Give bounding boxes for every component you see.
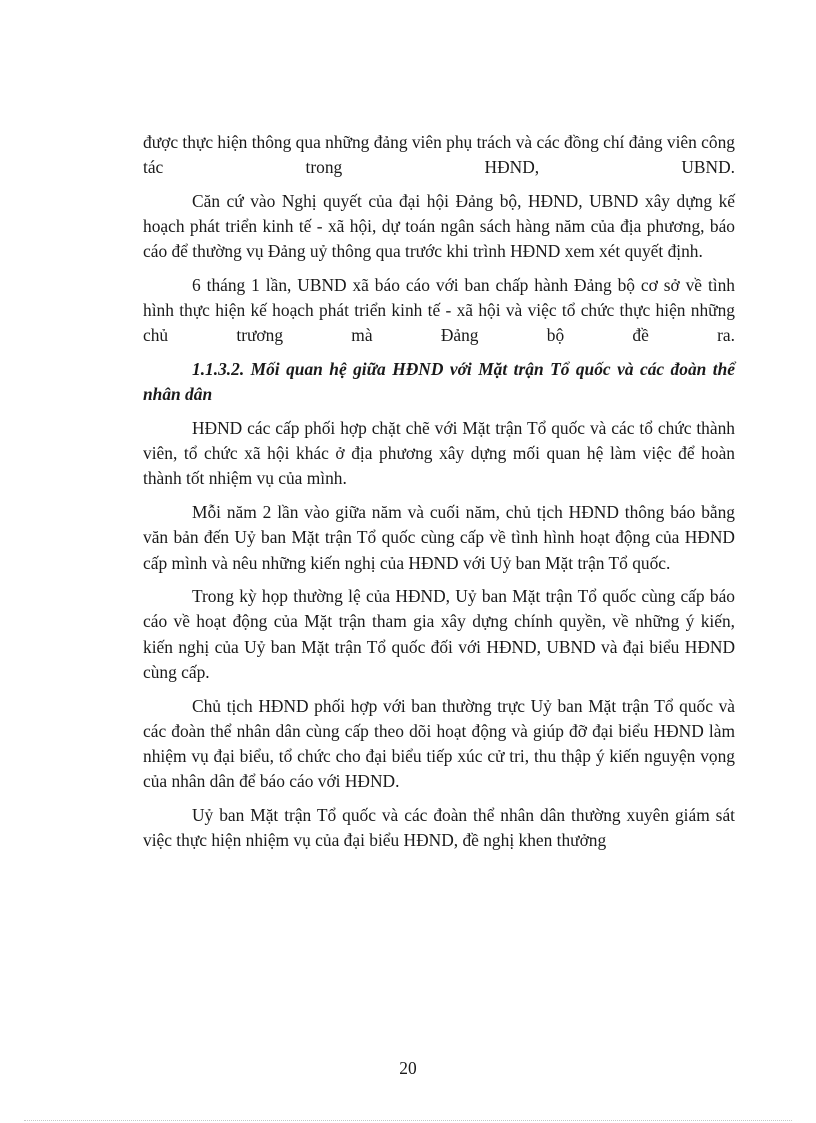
paragraph-planning: Căn cứ vào Nghị quyết của đại hội Đảng bộ, HĐND, UBND xây dựng kế hoạch phát triển kinh tế - xã hội, dự toán ngân sách hàng năm của địa phương, báo cáo để thường vụ Đảng uỷ thông qua trước khi trình HĐND xem xét quyết định. <box>143 190 735 262</box>
paragraph-semiannual-notice: Mỗi năm 2 lần vào giữa năm và cuối năm, chủ tịch HĐND thông báo bằng văn bản đến Uỷ ban Mặt trận Tổ quốc cùng cấp về tình hình hoạt động của HĐND cấp mình và nêu những kiến nghị của HĐND với Uỷ ban Mặt trận Tổ quốc. <box>143 502 735 573</box>
page-bottom-divider <box>24 1120 792 1121</box>
paragraph-supervision: Uỷ ban Mặt trận Tổ quốc và các đoàn thể nhân dân thường xuyên giám sát việc thực hiện nhiệm vụ của đại biểu HĐND, đề nghị khen thưởng <box>143 804 735 851</box>
paragraph-regular-session: Trong kỳ họp thường lệ của HĐND, Uỷ ban Mặt trận Tổ quốc cùng cấp báo cáo về hoạt động của Mặt trận tham gia xây dựng chính quyền, về những ý kiến, kiến nghị của Uỷ ban Mặt trận Tổ quốc đối với HĐND, UBND và đại biểu HĐND cùng cấp. <box>143 586 735 682</box>
page-number: 20 <box>399 1058 417 1078</box>
paragraph-continuation: được thực hiện thông qua những đảng viên phụ trách và các đồng chí đảng viên công tác trong HĐND, UBND. <box>143 132 735 178</box>
section-heading: 1.1.3.2. Mối quan hệ giữa HĐND với Mặt trận Tổ quốc và các đoàn thể nhân dân <box>143 359 735 405</box>
paragraph-ubnd-report: 6 tháng 1 lần, UBND xã báo cáo với ban chấp hành Đảng bộ cơ sở về tình hình thực hiện kế hoạch phát triển kinh tế - xã hội và việc tổ chức thực hiện những chủ trương mà Đảng bộ đề ra. <box>143 275 735 346</box>
paragraph-coordination: HĐND các cấp phối hợp chặt chẽ với Mặt trận Tổ quốc và các tổ chức thành viên, tổ chức xã hội khác ở địa phương xây dựng mối quan hệ làm việc để hoàn thành tốt nhiệm vụ của mình. <box>143 418 735 489</box>
page-body <box>143 130 735 862</box>
paragraph-chairman-coordination: Chủ tịch HĐND phối hợp với ban thường trực Uỷ ban Mặt trận Tổ quốc và các đoàn thể nhân dân cùng cấp theo dõi hoạt động và giúp đỡ đại biểu HĐND làm nhiệm vụ đại biểu, tổ chức cho đại biểu tiếp xúc cử tri, thu thập ý kiến nguyện vọng của nhân dân để báo cáo với HĐND. <box>143 695 735 792</box>
